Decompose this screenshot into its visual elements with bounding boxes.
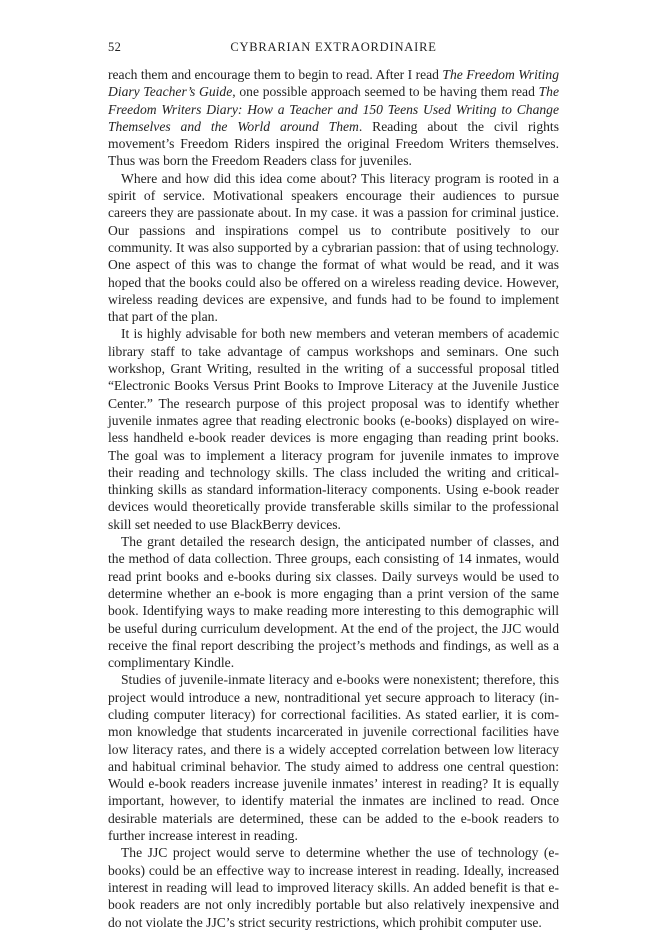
body-text [108, 66, 559, 931]
text-run: Studies of juvenile-inmate literacy and e-books were nonexistent; therefore, this project would introduce a new, nontraditional yet secure approach to literacy (including computer literacy) for correctional facilities. As stated earlier, it is common knowledge that students incarcerated in juvenile correctional facilities have low literacy rates, and there is a widely accepted correlation between low literacy and habitual criminal behavior. The study aimed to address one central question: Would e-book readers increase juvenile inmates’ interest in reading? It is equally important, however, to identify material the inmates are inclined to read. Once desirable materials are determined, these can be added to the e-book readers to further increase interest in reading. [108, 672, 559, 844]
paragraph [108, 533, 559, 671]
text-run: , one possible approach seemed to be having them read [232, 84, 539, 100]
page-number: 52 [108, 40, 122, 54]
paragraph [108, 671, 559, 844]
text-run: It is highly advisable for both new members and veteran members of academic library staff to take advantage of campus workshops and seminars. One such workshop, Grant Writing, resulted in the writing of a successful proposal titled “Electronic Books Versus Print Books to Improve Literacy at the Juvenile Justice Center.” The research purpose of this project proposal was to identify whether juvenile inmates agree that reading electronic books (e-books) displayed on wireless handheld e-book reader devices is more engaging than reading print books. The goal was to implement a literacy program for juvenile inmates to improve their reading and technology skills. The class included the writing and critical-thinking skills as standard information-literacy components. Using e-book reader devices would theoretically provide transferable skills similar to the professional skill set needed to use BlackBerry devices. [108, 326, 559, 532]
text-run: The JJC project would serve to determine whether the use of technology (e-books) could be an effective way to increase interest in reading. Ideally, increased interest in reading will lead to improved literacy skills. An added benefit is that e-book readers are not only incredibly portable but also relatively inexpensive and do not violate the JJC’s strict security restrictions, which prohibit computer use. [108, 845, 559, 930]
text-run: reach them and encourage them to begin to read. After I read [108, 67, 443, 82]
paragraph [108, 844, 559, 930]
paragraph [108, 325, 559, 533]
text-run: . Reading about the civil rights movement’s Freedom Riders inspired the original Freedom Writers themselves. Thus was born the Freedom Readers class for juveniles. [108, 118, 559, 169]
paragraph [108, 66, 559, 170]
book-title: The Freedom Writers Diary: How a Teacher and 150 Teens Used Writing to Change Themselves and the World around Them [108, 84, 559, 134]
text-run: Where and how did this idea come about? This literacy program is rooted in a spirit of service. Motivational speakers encourage their audiences to pursue careers they are passionate about. In my case. it was a passion for criminal justice. Our passions and inspirations compel us to contribute positively to our community. It was also supported by a cybrarian passion: that of using technology. One aspect of this was to change the format of what would be read, and it was hoped that the books could also be offered on a wireless reading device. However, wireless reading devices are expensive, and funds had to be found to implement that part of the plan. [108, 170, 559, 325]
running-title: CYBRARIAN EXTRAORDINAIRE [230, 40, 437, 54]
running-head [108, 40, 559, 66]
paragraph [108, 170, 559, 326]
book-title: The Freedom Writing Diary Teacher’s Guide [108, 67, 559, 100]
book-page [108, 40, 559, 931]
text-run: The grant detailed the research design, the anticipated number of classes, and the method of data collection. Three groups, each consisting of 14 inmates, would read print books and e-books during six classes. Daily surveys would be used to determine whether an e-book is more engaging than a print version of the same book. Identifying ways to make reading more interesting to this demographic will be useful during curriculum development. At the end of the project, the JJC would receive the final report describing the project’s methods and findings, as well as a complimentary Kindle. [108, 534, 559, 671]
